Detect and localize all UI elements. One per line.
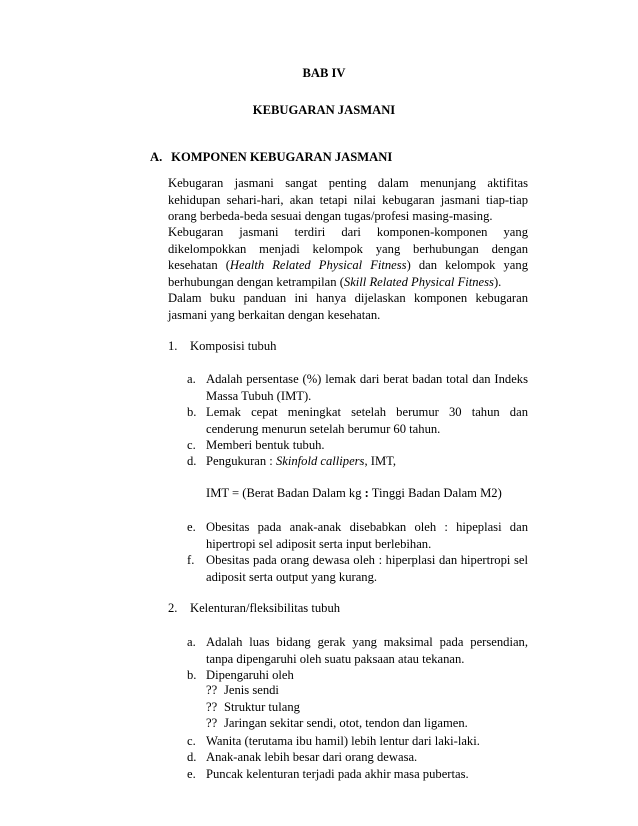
list2-bullet: ?? Jaringan sekitar sendi, otot, tendon dan ligamen. (206, 716, 468, 730)
list2-heading: 2. Kelenturan/fleksibilitas tubuh (168, 601, 341, 615)
intro-paragraph-3: Dalam buku panduan ini hanya dijelaskan komponen kebugaran jasmani yang berkaitan dengan kesehatan. (168, 291, 528, 322)
list1-item-f: f. Obesitas pada orang dewasa oleh : hiperplasi dan hipertropi sel adiposit serta output yang kurang. (187, 553, 528, 584)
list2-item-c: c. Wanita (terutama ibu hamil) lebih lentur dari laki-laki. (187, 734, 480, 748)
section-label: A. (150, 150, 163, 164)
list2-item-d: d. Anak-anak lebih besar dari orang dewasa. (187, 750, 418, 764)
list1-item-d: d. Pengukuran : Skinfold callipers, IMT, (187, 454, 397, 468)
list1-heading: 1. Komposisi tubuh (168, 339, 277, 353)
list1-item-c: c. Memberi bentuk tubuh. (187, 438, 325, 452)
list1-item-a: a. Adalah persentase (%) lemak dari berat badan total dan Indeks Massa Tubuh (IMT). (187, 372, 528, 403)
list2-item-a: a. Adalah luas bidang gerak yang maksimal pada persendian, tanpa dipengaruhi oleh suatu paksaan atau tekanan. (187, 635, 528, 666)
intro-paragraph-2: Kebugaran jasmani terdiri dari komponen-komponen yang dikelompokkan menjadi kelompok yang berhubungan dengan kesehatan (Health Related Physical Fitness) dan kelompok yang berhubungan dengan ketrampilan (Skill Related Physical Fitness). (168, 225, 528, 289)
list2-item-e: e. Puncak kelenturan terjadi pada akhir masa pubertas. (187, 767, 469, 781)
chapter-label: BAB IV (302, 66, 346, 80)
list2-item-b: b. Dipengaruhi oleh (187, 668, 294, 682)
list1-item-b: b. Lemak cepat meningkat setelah berumur 30 tahun dan cenderung menurun setelah berumur 60 tahun. (187, 405, 528, 436)
section-heading (150, 150, 392, 165)
section-title: KOMPONEN KEBUGARAN JASMANI (171, 150, 393, 164)
chapter-title: KEBUGARAN JASMANI (252, 103, 396, 117)
list2-bullet: ?? Struktur tulang (206, 700, 300, 714)
skill-fitness-term: Skill Related Physical Fitness (343, 274, 494, 289)
health-fitness-term: Health Related Physical Fitness (229, 258, 407, 272)
list2-bullet: ?? Jenis sendi (206, 683, 279, 697)
list1-item-e: e. Obesitas pada anak-anak disebabkan oleh : hipeplasi dan hipertropi sel adiposit serta input berlebihan. (187, 520, 528, 551)
intro-paragraph-1: Kebugaran jasmani sangat penting dalam menunjang aktifitas kehidupan sehari-hari, akan tetapi nilai kebugaran jasmani tiap-tiap orang berbeda-beda sesuai dengan tugas/profesi masing-masing. (168, 176, 528, 223)
imt-formula: IMT = (Berat Badan Dalam kg : Tinggi Badan Dalam M2) (206, 486, 502, 500)
